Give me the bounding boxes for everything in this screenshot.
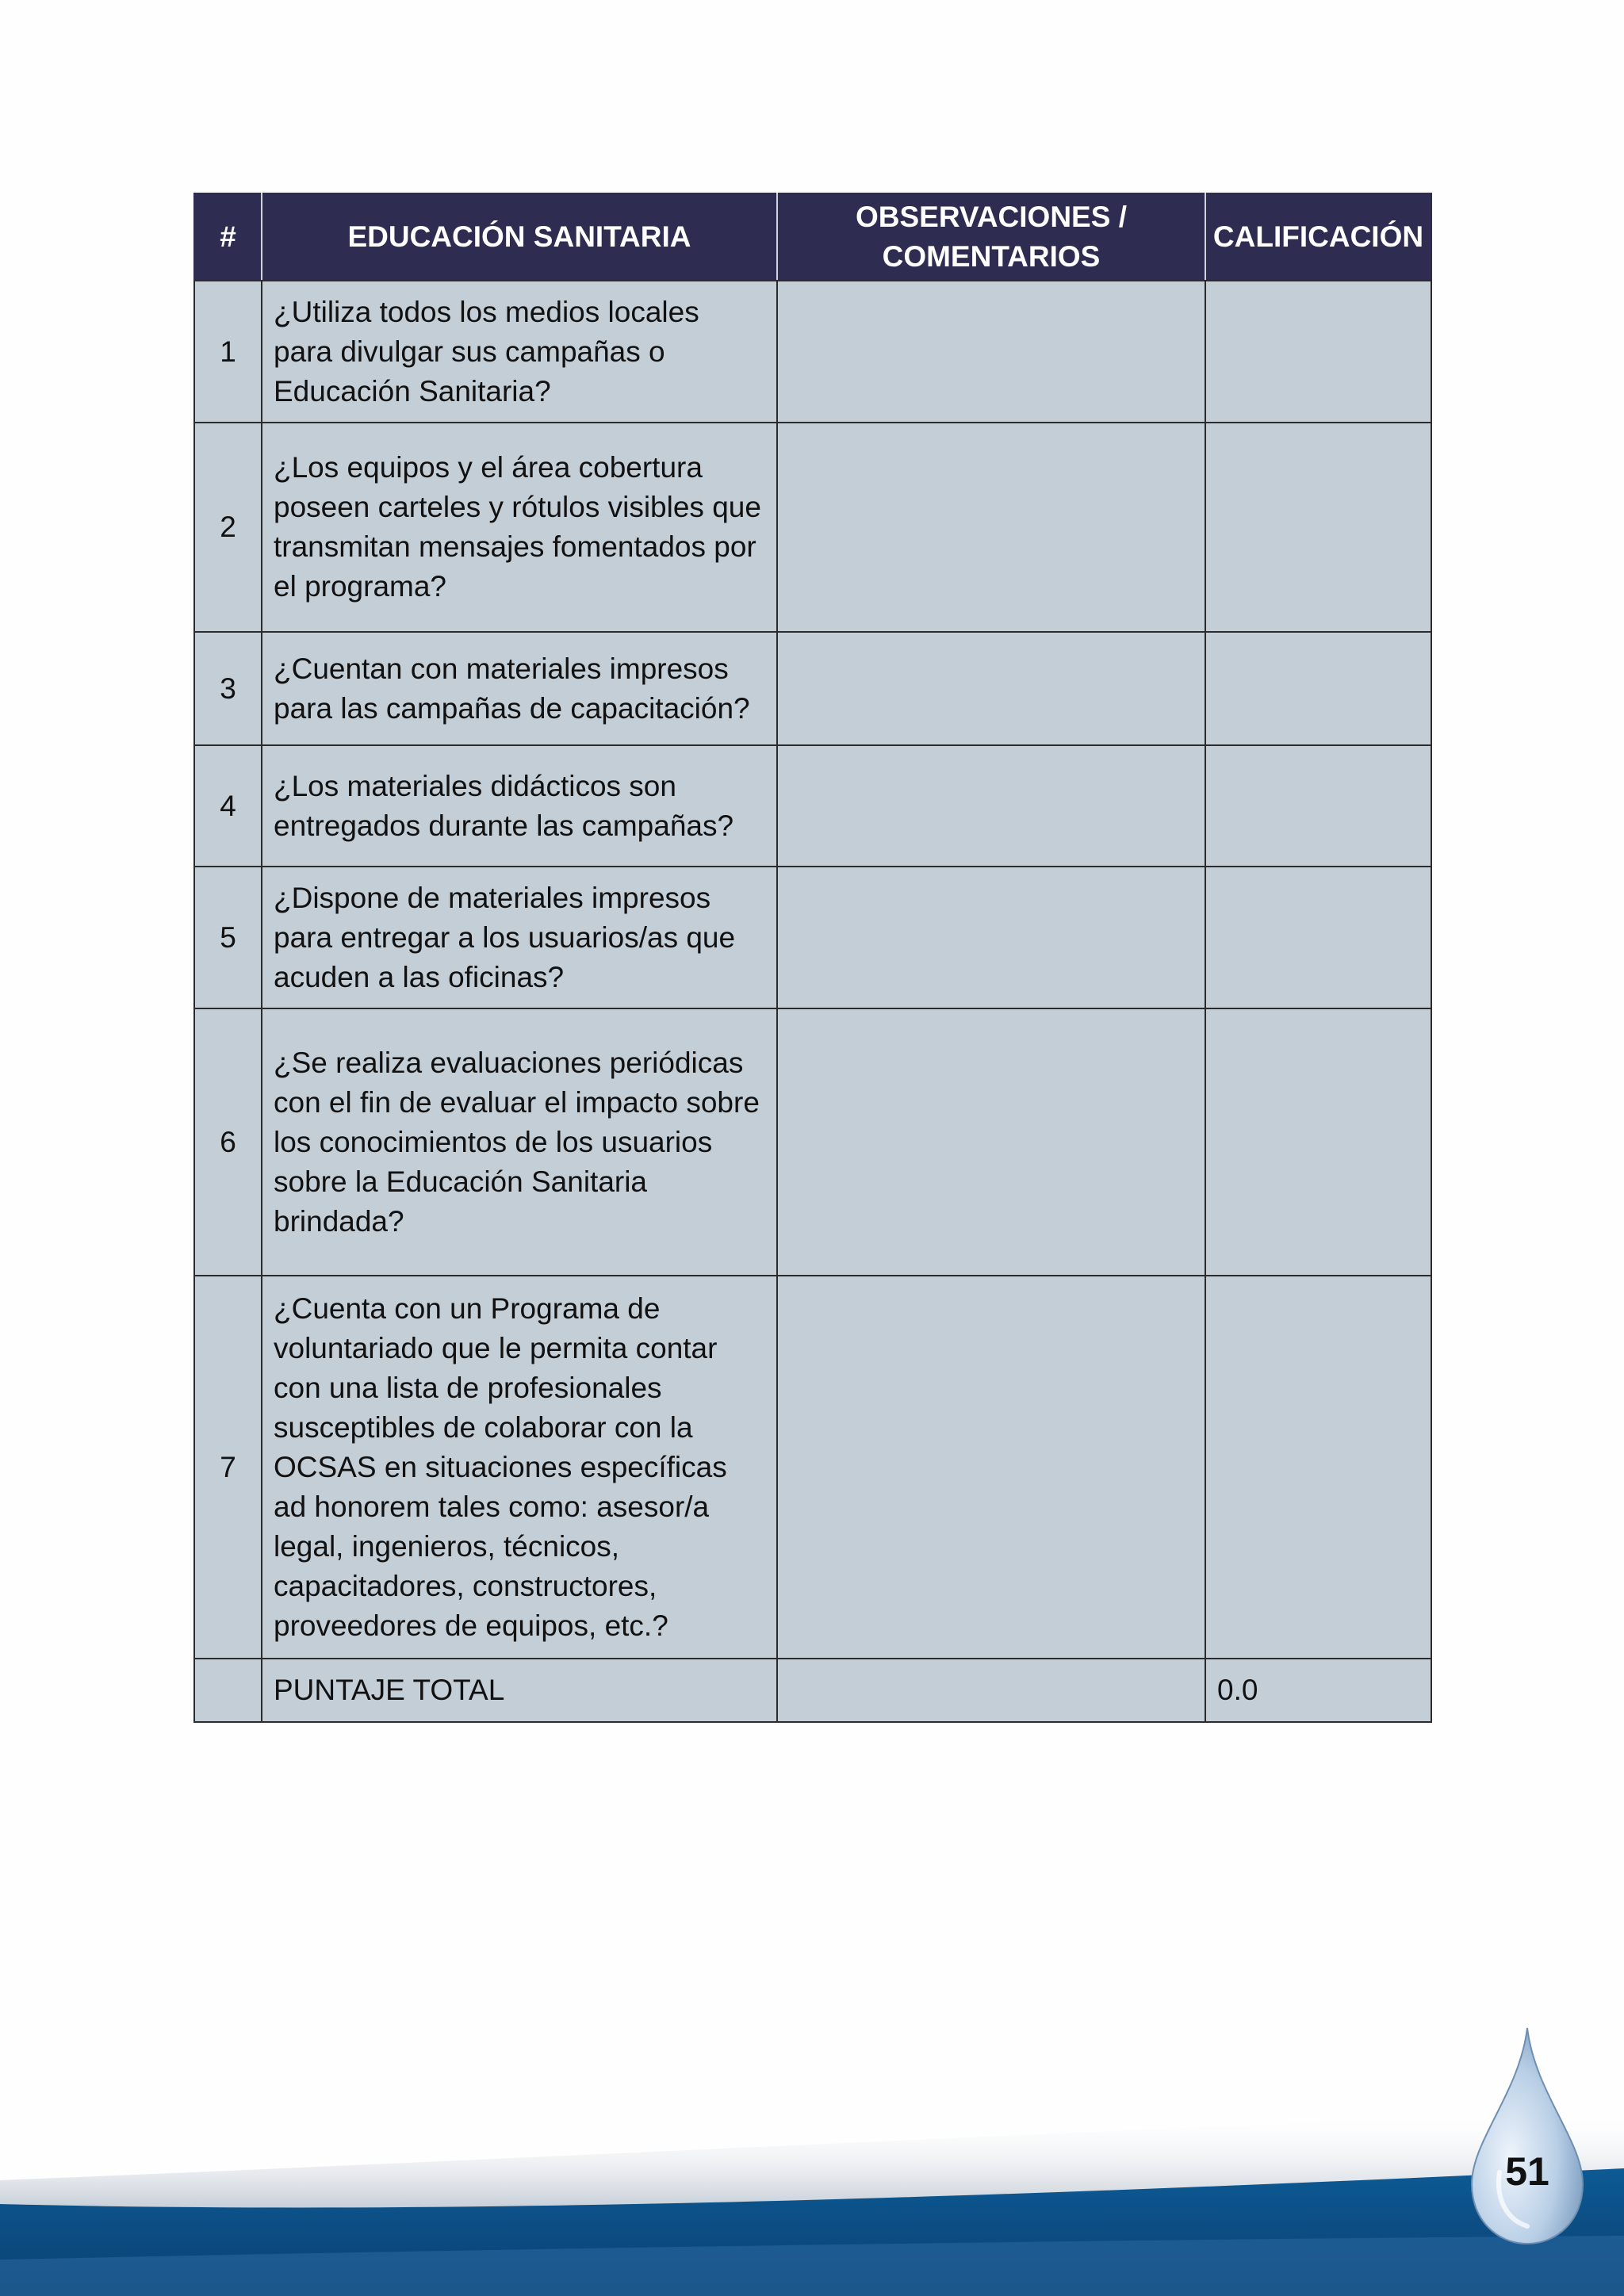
calificacion-cell[interactable] [1205, 1008, 1431, 1276]
row-number: 7 [194, 1276, 262, 1659]
header-observaciones: OBSERVACIONES / COMENTARIOS [777, 193, 1205, 281]
calificacion-cell[interactable] [1205, 281, 1431, 423]
table-row [194, 867, 1431, 1008]
observaciones-cell[interactable] [777, 867, 1205, 1008]
header-number: # [194, 193, 262, 281]
row-number: 6 [194, 1008, 262, 1276]
page-number: 51 [1505, 2149, 1549, 2194]
footer-wave-band [0, 2077, 1624, 2296]
table-header-row [194, 193, 1431, 281]
observaciones-cell[interactable] [777, 1276, 1205, 1659]
total-number-cell [194, 1659, 262, 1722]
question-text: ¿Utiliza todos los medios locales para divulgar sus campañas o Educación Sanitaria? [262, 281, 777, 423]
table-row [194, 632, 1431, 745]
calificacion-cell[interactable] [1205, 1276, 1431, 1659]
observaciones-cell[interactable] [777, 632, 1205, 745]
row-number: 5 [194, 867, 262, 1008]
table-row [194, 423, 1431, 632]
question-text: ¿Cuentan con materiales impresos para las campañas de capacitación? [262, 632, 777, 745]
total-score: 0.0 [1205, 1659, 1431, 1722]
question-text: ¿Dispone de materiales impresos para entregar a los usuarios/as que acuden a las oficinas? [262, 867, 777, 1008]
row-number: 1 [194, 281, 262, 423]
total-label: PUNTAJE TOTAL [262, 1659, 777, 1722]
observaciones-cell[interactable] [777, 745, 1205, 867]
question-text: ¿Los equipos y el área cobertura poseen carteles y rótulos visibles que transmitan mensajes fomentados por el programa? [262, 423, 777, 632]
table-row [194, 1008, 1431, 1276]
calificacion-cell[interactable] [1205, 423, 1431, 632]
evaluation-table [193, 193, 1432, 1723]
calificacion-cell[interactable] [1205, 745, 1431, 867]
question-text: ¿Los materiales didácticos son entregados durante las campañas? [262, 745, 777, 867]
header-educacion-sanitaria: EDUCACIÓN SANITARIA [262, 193, 777, 281]
header-calificacion: CALIFICACIÓN [1205, 193, 1431, 281]
observaciones-cell[interactable] [777, 281, 1205, 423]
observaciones-cell[interactable] [777, 423, 1205, 632]
row-number: 3 [194, 632, 262, 745]
question-text: ¿Se realiza evaluaciones periódicas con el fin de evaluar el impacto sobre los conocimientos de los usuarios sobre la Educación Sanitaria brindada? [262, 1008, 777, 1276]
calificacion-cell[interactable] [1205, 867, 1431, 1008]
calificacion-cell[interactable] [1205, 632, 1431, 745]
table-row [194, 1276, 1431, 1659]
total-observaciones-cell [777, 1659, 1205, 1722]
total-row [194, 1659, 1431, 1722]
question-text: ¿Cuenta con un Programa de voluntariado que le permita contar con una lista de profesionales susceptibles de colaborar con la OCSAS en situaciones específicas ad honorem tales como: asesor/a legal, ingenieros, técnicos, capacitadores, constructores, proveedores de equipos, etc.? [262, 1276, 777, 1659]
observaciones-cell[interactable] [777, 1008, 1205, 1276]
row-number: 2 [194, 423, 262, 632]
table-row [194, 745, 1431, 867]
table-row [194, 281, 1431, 423]
row-number: 4 [194, 745, 262, 867]
water-drop-icon [1464, 2022, 1591, 2252]
